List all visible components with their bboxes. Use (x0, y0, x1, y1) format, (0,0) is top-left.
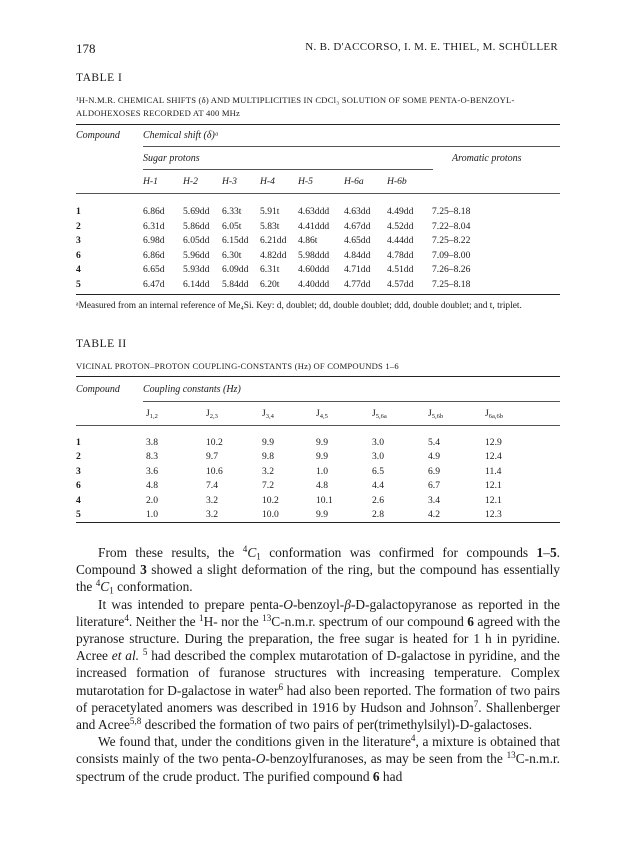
table1-cell: 6.47d (143, 279, 165, 290)
table2-top-rule (76, 376, 560, 377)
table1-cell: 4.49dd (387, 206, 414, 217)
table2-cell: 3.0 (372, 451, 384, 463)
table2-cell: 4.4 (372, 480, 384, 492)
table2-label: TABLE II (76, 338, 127, 350)
paragraph-1: From these results, the $^4C_1$ conformation was confirmed for compounds 1–5. Compound 3 showed a slight deformation of the ring, but the compound has essentially the $^4C_1$ conformation. (76, 544, 560, 597)
table1-cell: 4.78dd (387, 249, 414, 261)
table2-cell: 5.4 (428, 437, 440, 448)
body-text (76, 544, 560, 785)
table1-row-label: 4 (76, 264, 81, 276)
table1-cell: 6.05dd (183, 235, 210, 247)
table2-cell: 2.6 (372, 494, 384, 506)
table2-col-header-symbol: J (146, 408, 150, 419)
table1-cell: 4.63dd (344, 206, 371, 217)
table1-cell: 4.41ddd (298, 220, 330, 232)
table1-cell: 4.82dd (260, 249, 287, 261)
table2-cell: 7.2 (262, 480, 274, 492)
table2-col-header-symbol: J (372, 408, 376, 419)
table2-col-header (428, 408, 443, 419)
table1-cell: 5.91t (260, 206, 280, 217)
table1-caption: ¹H-N.M.R. CHEMICAL SHIFTS (δ) AND MULTIPLICITIES IN CDCl₃ SOLUTION OF SOME PENTA-O-BENZOYL-ALDOHEXOSES RECORDED AT 400 MHz (76, 95, 515, 118)
table2-cell: 12.9 (485, 437, 502, 448)
table1-cell: 7.25–8.22 (432, 235, 471, 247)
table2-cell: 9.9 (316, 509, 328, 520)
table2-cell: 3.2 (262, 465, 274, 477)
table2-col-header-subscript: 4,5 (319, 412, 328, 420)
table2-cell: 2.8 (372, 509, 384, 520)
table1-cell: 4.84dd (344, 249, 371, 261)
table1-cell: 6.20t (260, 279, 280, 290)
table1-cell: 4.63ddd (298, 206, 330, 217)
table2-col-header-subscript: 2,3 (209, 412, 218, 420)
table1-cell: 5.86dd (183, 220, 210, 232)
table2-cell: 12.4 (485, 451, 502, 463)
paragraph-2: It was intended to prepare penta-O-benzoyl-β-D-galactopyranose as reported in the literature$^4$. Neither the $^1$H- nor the $^{13}$C-n.m.r. spectrum of our compound 6 agreed with the pyranose structure. During the preparation, the free sugar is heated for 1 h in pyridine. Acree et al. $^5$ had described the complex mutarotation of D-galactose in pyridine, and the increased formation of furanose structures with increasing temperature. Complex mutarotation for D-galactose in water$^6$ had also been reported. The formation of two pairs of peracetylated anomers was described in 1916 by Hudson and Johnson$^7$. Shallenberger and Acree$^{5,8}$ described the formation of two pairs of per(trimethylsilyl)-D-galactoses. (76, 596, 561, 733)
table1-aromatic-header: Aromatic protons (452, 153, 522, 164)
table2-cell: 9.9 (316, 451, 328, 463)
table2-cell: 4.8 (316, 480, 328, 492)
table1-cell: 4.44dd (387, 235, 414, 247)
table1-cell: 5.84dd (222, 279, 249, 290)
table2-col-header-symbol: J (428, 408, 432, 419)
table2-row-label: 4 (76, 494, 81, 506)
table2-cell: 12.1 (485, 494, 502, 506)
table1-cell: 7.09–8.00 (432, 249, 471, 261)
table1-col-header: H-2 (183, 176, 198, 187)
table2-col-header-symbol: J (262, 408, 266, 419)
table1-cell: 7.22–8.04 (432, 220, 471, 232)
table1-cell: 6.09dd (222, 264, 249, 276)
table2-cell: 4.8 (146, 480, 158, 492)
table1-cell: 5.69dd (183, 206, 210, 217)
table1-cell: 4.67dd (344, 220, 371, 232)
table2-cell: 1.0 (316, 465, 328, 477)
table2-cell: 1.0 (146, 509, 158, 520)
table2-cell: 9.9 (316, 437, 328, 448)
table2-cell: 4.9 (428, 451, 440, 463)
table2-cell: 10.1 (316, 494, 333, 506)
table1-row-label: 2 (76, 220, 81, 232)
table2-cell: 3.2 (206, 494, 218, 506)
table2-col-header-symbol: J (316, 408, 320, 419)
table2-cell: 8.3 (146, 451, 158, 463)
table1-spanner-rule (143, 146, 560, 147)
table1-row-label: 6 (76, 249, 81, 261)
table2-cell: 12.3 (485, 509, 502, 520)
table2-col-header-subscript: 1,2 (149, 412, 158, 420)
table2-cell: 7.4 (206, 480, 218, 492)
table2-bottom-rule (76, 522, 560, 523)
table1-footnote: ᵃMeasured from an internal reference of Me₄Si. Key: d, doublet; dd, double doublet; ddd, double doublet; and t, triplet. (76, 301, 522, 311)
table1-row-label: 1 (76, 206, 81, 217)
table1-cell: 6.15dd (222, 235, 249, 247)
table1-cell: 7.26–8.26 (432, 264, 471, 276)
table2-cell: 6.7 (428, 480, 440, 492)
table2-col-header-symbol: J (206, 408, 210, 419)
table1-col-header: H-1 (143, 176, 158, 187)
table1-row-label: 5 (76, 279, 81, 290)
table2-cell: 3.0 (372, 437, 384, 448)
table1-top-rule (76, 124, 560, 125)
table1-col-header: H-5 (298, 176, 313, 187)
table1-col-header: H-6b (387, 176, 407, 187)
table2-cell: 3.4 (428, 494, 440, 506)
table2-cell: 11.4 (485, 465, 502, 477)
table2-cell: 9.8 (262, 451, 274, 463)
table1-cell: 4.57dd (387, 279, 414, 290)
table2-col-header-subscript: 6a,6b (488, 412, 504, 420)
table2-caption: VICINAL PROTON–PROTON COUPLING-CONSTANTS (Hz) OF COMPOUNDS 1–6 (76, 361, 399, 371)
table2-row-label: 1 (76, 437, 81, 448)
table1-cell: 5.98ddd (298, 249, 330, 261)
table2-cell: 10.6 (206, 465, 223, 477)
table2-compound-header: Compound (76, 384, 120, 395)
table2-cell: 6.9 (428, 465, 440, 477)
table1-cell: 6.30t (222, 249, 242, 261)
paragraph-3: We found that, under the conditions given in the literature$^4$, a mixture is obtained that consists mainly of the two penta-O-benzoylfuranoses, as may be seen from the $^{13}$C-n.m.r. spectrum of the crude product. The purified compound 6 had (76, 733, 560, 784)
table2-col-header (372, 408, 387, 419)
table2-col-header-subscript: 3,4 (265, 412, 274, 420)
table2-col-header-symbol: J (485, 408, 489, 419)
table1-cell: 4.86t (298, 235, 318, 247)
table2-col-header (262, 408, 274, 419)
table2-cell: 4.2 (428, 509, 440, 520)
running-header-authors: N. B. D'ACCORSO, I. M. E. THIEL, M. SCHÜLLER (305, 41, 558, 53)
table2-col-header (316, 408, 328, 419)
table2-row-label: 2 (76, 451, 81, 463)
table2-col-header-subscript: 5,6b (431, 412, 444, 420)
table1-cell: 6.86d (143, 249, 165, 261)
table2-cell: 9.7 (206, 451, 218, 463)
table2-header-rule (76, 425, 560, 426)
table1-cell: 6.86d (143, 206, 165, 217)
table1-col-header: H-3 (222, 176, 237, 187)
table2-col-header (485, 408, 503, 419)
table1-col-header: H-6a (344, 176, 364, 187)
table2-row-label: 6 (76, 480, 81, 492)
table2-cell: 3.2 (206, 509, 218, 520)
table1-cell: 6.65d (143, 264, 165, 276)
table1-cell: 4.65dd (344, 235, 371, 247)
table2-col-header (146, 408, 158, 419)
table1-header-rule (76, 193, 560, 194)
table1-bottom-rule (76, 294, 560, 295)
table1-cell: 7.25–8.18 (432, 279, 471, 290)
table1-cell: 6.33t (222, 206, 242, 217)
table1-cell: 6.31t (260, 264, 280, 276)
table2-coupling-header: Coupling constants (Hz) (143, 384, 241, 395)
table1-cell: 5.93dd (183, 264, 210, 276)
page-number: 178 (76, 41, 96, 56)
table1-compound-header: Compound (76, 130, 120, 141)
table2-cell: 12.1 (485, 480, 502, 492)
table1-label: TABLE I (76, 72, 123, 84)
table1-cell: 4.60ddd (298, 264, 330, 276)
table1-cell: 4.40ddd (298, 279, 330, 290)
table1-cell: 6.21dd (260, 235, 287, 247)
table2-cell: 10.2 (206, 437, 223, 448)
table2-row-label: 5 (76, 509, 81, 520)
table1-row-label: 3 (76, 235, 81, 247)
table1-cell: 7.25–8.18 (432, 206, 471, 217)
table2-spanner-rule (143, 401, 560, 402)
table1-cell: 6.98d (143, 235, 165, 247)
table1-col-header: H-4 (260, 176, 275, 187)
table2-cell: 10.2 (262, 494, 279, 506)
table2-col-header (206, 408, 218, 419)
table1-cell: 4.71dd (344, 264, 371, 276)
table2-col-header-subscript: 5,6a (375, 412, 387, 420)
table2-cell: 3.6 (146, 465, 158, 477)
table1-cell: 4.52dd (387, 220, 414, 232)
table1-cell: 5.83t (260, 220, 280, 232)
table1-cell: 5.96dd (183, 249, 210, 261)
table1-cell: 6.05t (222, 220, 242, 232)
table2-cell: 6.5 (372, 465, 384, 477)
table1-cell: 4.51dd (387, 264, 414, 276)
table2-cell: 10.0 (262, 509, 279, 520)
table1-cell: 6.14dd (183, 279, 210, 290)
table1-cell: 6.31d (143, 220, 165, 232)
table1-sugar-rule (143, 169, 433, 170)
table1-cell: 4.77dd (344, 279, 371, 290)
table2-cell: 9.9 (262, 437, 274, 448)
table2-row-label: 3 (76, 465, 81, 477)
table1-shift-header: Chemical shift (δ)ᵃ (143, 130, 219, 141)
table2-cell: 2.0 (146, 494, 158, 506)
table2-cell: 3.8 (146, 437, 158, 448)
table1-sugar-header: Sugar protons (143, 153, 200, 164)
